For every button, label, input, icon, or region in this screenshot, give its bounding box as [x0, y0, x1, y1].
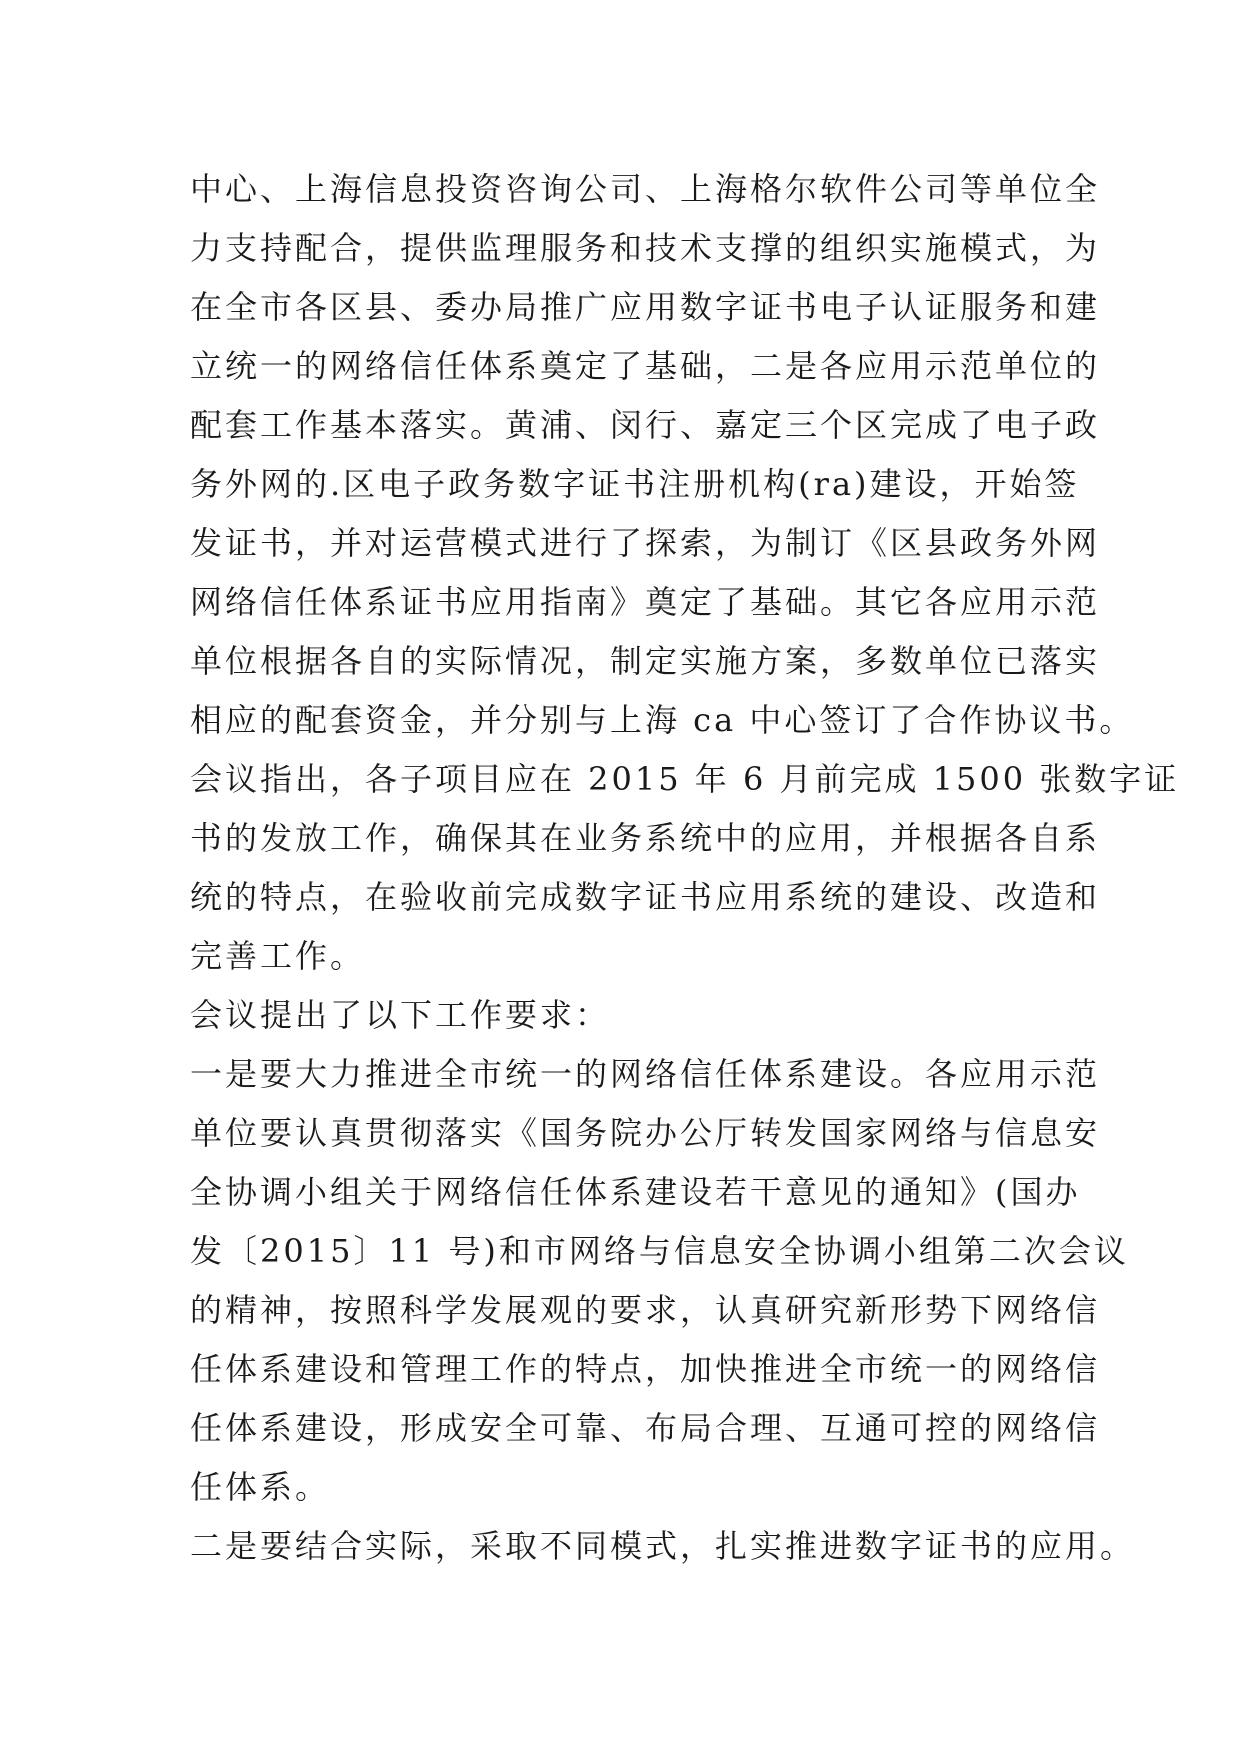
text-line: 一是要大力推进全市统一的网络信任体系建设。各应用示范	[190, 1055, 1101, 1093]
text-line: 单位要认真贯彻落实《国务院办公厅转发国家网络与信息安	[190, 1114, 1101, 1152]
text-line: 会议指出，各子项目应在 2015 年 6 月前完成 1500 张数字证	[190, 760, 1180, 798]
text-line: 发〔2015〕11 号)和市网络与信息安全协调小组第二次会议	[190, 1232, 1129, 1270]
text-line: 力支持配合，提供监理服务和技术支撑的组织实施模式，为	[190, 229, 1101, 267]
text-line: 配套工作基本落实。黄浦、闵行、嘉定三个区完成了电子政	[190, 406, 1101, 444]
text-line: 相应的配套资金，并分别与上海 ca 中心签订了合作协议书。	[190, 701, 1135, 739]
body-text	[190, 160, 1180, 1576]
text-line: 任体系。	[190, 1468, 331, 1506]
text-line: 书的发放工作，确保其在业务系统中的应用，并根据各自系	[190, 819, 1101, 857]
text-line: 单位根据各自的实际情况，制定实施方案，多数单位已落实	[190, 642, 1101, 680]
text-line: 的精神，按照科学发展观的要求，认真研究新形势下网络信	[190, 1291, 1101, 1329]
text-line: 会议提出了以下工作要求：	[190, 996, 611, 1034]
text-line: 立统一的网络信任体系奠定了基础，二是各应用示范单位的	[190, 347, 1101, 385]
text-line: 发证书，并对运营模式进行了探索，为制订《区县政务外网	[190, 524, 1101, 562]
text-line: 任体系建设，形成安全可靠、布局合理、互通可控的网络信	[190, 1409, 1101, 1447]
text-line: 全协调小组关于网络信任体系建设若干意见的通知》(国办	[190, 1173, 1081, 1211]
text-line: 在全市各区县、委办局推广应用数字证书电子认证服务和建	[190, 288, 1101, 326]
text-line: 务外网的.区电子政务数字证书注册机构(ra)建设，开始签	[190, 465, 1080, 503]
text-line: 网络信任体系证书应用指南》奠定了基础。其它各应用示范	[190, 583, 1101, 621]
text-line: 统的特点，在验收前完成数字证书应用系统的建设、改造和	[190, 878, 1101, 916]
text-line: 二是要结合实际，采取不同模式，扎实推进数字证书的应用。	[190, 1527, 1136, 1565]
text-line: 完善工作。	[190, 937, 366, 975]
text-line: 中心、上海信息投资咨询公司、上海格尔软件公司等单位全	[190, 170, 1101, 208]
text-line: 任体系建设和管理工作的特点，加快推进全市统一的网络信	[190, 1350, 1101, 1388]
